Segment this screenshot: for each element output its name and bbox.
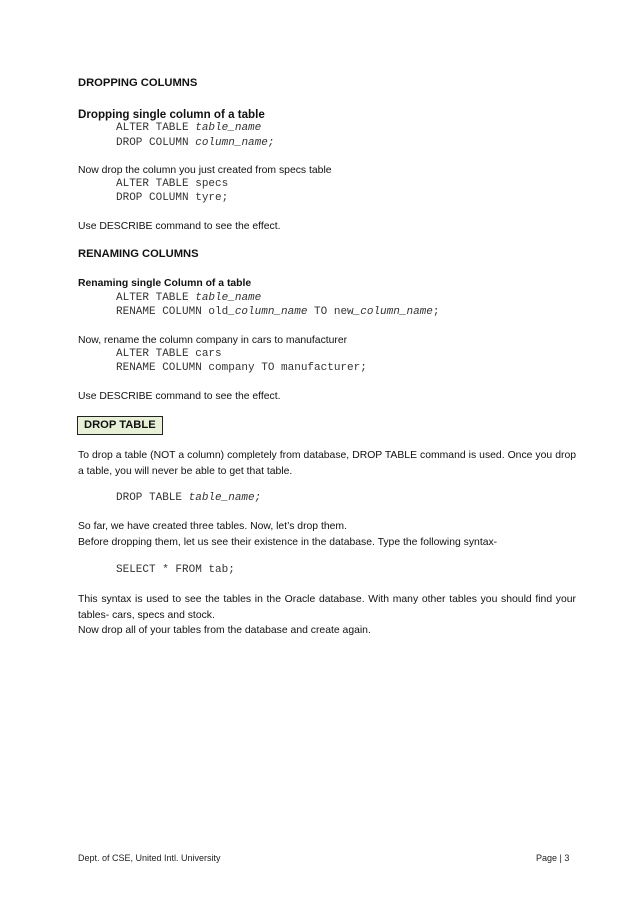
example-line: DROP COLUMN tyre; xyxy=(116,192,229,204)
paragraph-line: So far, we have created three tables. Now, let’s drop them. xyxy=(78,521,347,532)
keyword: DROP COLUMN xyxy=(116,137,189,149)
subheading-renaming-single-column: Renaming single Column of a table xyxy=(78,278,252,289)
placeholder: table_name xyxy=(195,292,262,304)
syntax-line-rename-column xyxy=(116,306,439,318)
paragraph-tables-info: This syntax is used to see the tables in the Oracle database. With many other tables you should find your tables- cars, specs and stock. xyxy=(78,594,576,621)
paragraph-line: Before dropping them, let us see their existence in the database. Type the following syntax- xyxy=(78,537,498,548)
subheading-dropping-single-column: Dropping single column of a table xyxy=(78,108,265,121)
footer-page-number: Page | 3 xyxy=(536,853,570,863)
paragraph-line: Now drop all of your tables from the database and create again. xyxy=(78,625,371,636)
syntax-line-drop-table xyxy=(116,492,261,504)
note-text: Use DESCRIBE command to see the effect. xyxy=(78,221,281,232)
select-statement: SELECT * FROM tab; xyxy=(116,564,235,576)
drop-table-description: To drop a table (NOT a column) completely from database, DROP TABLE command is used. Once you drop a table, you will never be able to get that table. xyxy=(78,450,576,477)
keyword: DROP TABLE xyxy=(116,492,183,504)
placeholder: table_name xyxy=(195,122,262,134)
terminator: ; xyxy=(432,306,440,318)
footer-department: Dept. of CSE, United Intl. University xyxy=(78,853,221,863)
example-line: RENAME COLUMN company TO manufacturer; xyxy=(116,362,367,374)
syntax-line-alter-table xyxy=(116,292,261,304)
keyword: ALTER TABLE xyxy=(116,292,189,304)
section-heading-renaming-columns: RENAMING COLUMNS xyxy=(78,248,199,260)
placeholder: _column_name xyxy=(228,306,308,318)
keyword: ALTER TABLE xyxy=(116,122,189,134)
placeholder: column_name; xyxy=(195,137,275,149)
example-line: ALTER TABLE specs xyxy=(116,178,229,190)
instruction-text: Now drop the column you just created from specs table xyxy=(78,165,332,176)
keyword: RENAME COLUMN old xyxy=(116,306,229,318)
note-text: Use DESCRIBE command to see the effect. xyxy=(78,391,281,402)
syntax-line-alter-table xyxy=(116,122,261,134)
section-heading-dropping-columns: DROPPING COLUMNS xyxy=(78,77,198,89)
keyword: TO new xyxy=(314,306,354,318)
placeholder: table_name; xyxy=(188,492,262,504)
syntax-line-drop-column xyxy=(116,137,274,149)
placeholder: _column_name xyxy=(353,306,433,318)
section-heading-drop-table: DROP TABLE xyxy=(77,416,163,435)
example-line: ALTER TABLE cars xyxy=(116,348,222,360)
instruction-text: Now, rename the column company in cars to manufacturer xyxy=(78,335,348,346)
